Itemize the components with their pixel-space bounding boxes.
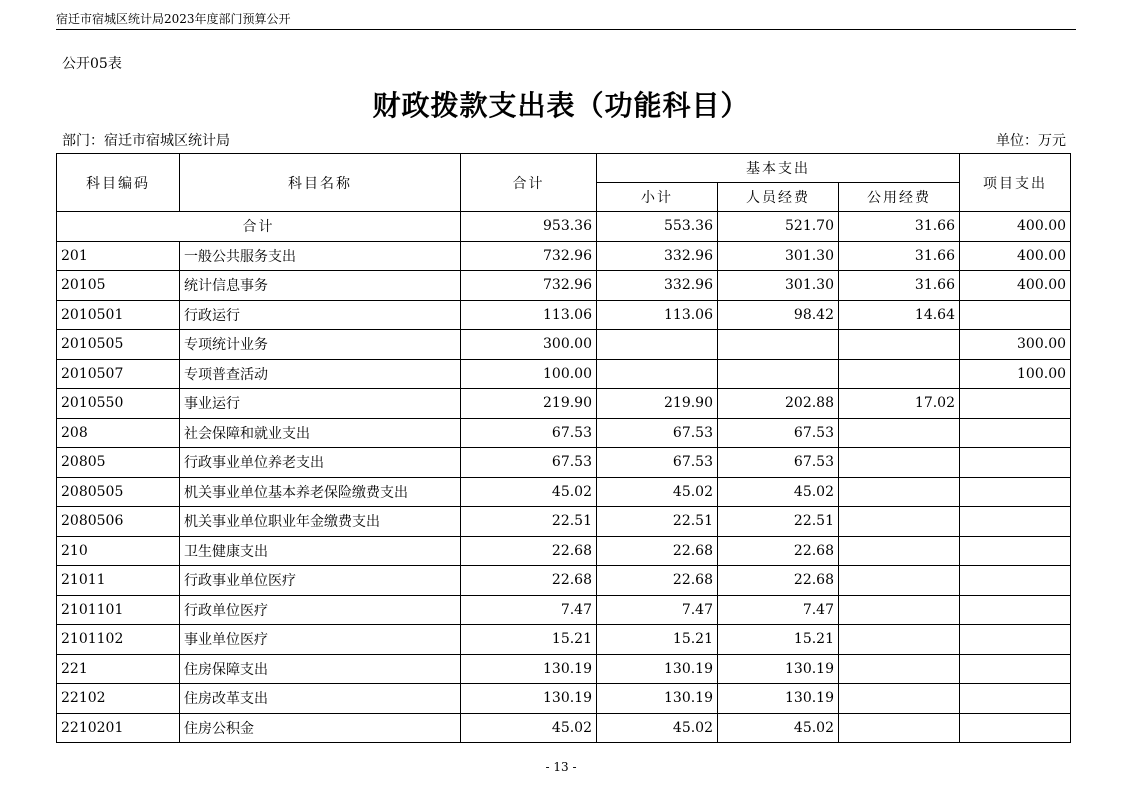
row-public — [839, 477, 960, 507]
row-total: 300.00 — [461, 330, 597, 360]
row-code: 2210201 — [57, 713, 180, 743]
row-project — [960, 595, 1071, 625]
row-personnel: 202.88 — [718, 389, 839, 419]
row-code: 221 — [57, 654, 180, 684]
row-code: 2101102 — [57, 625, 180, 655]
total-row-label: 合计 — [57, 212, 461, 242]
row-name: 卫生健康支出 — [180, 536, 461, 566]
row-public — [839, 654, 960, 684]
total-row-project: 400.00 — [960, 212, 1071, 242]
row-subtotal: 67.53 — [597, 448, 718, 478]
row-project — [960, 477, 1071, 507]
row-project — [960, 713, 1071, 743]
row-subtotal: 67.53 — [597, 418, 718, 448]
row-name: 事业运行 — [180, 389, 461, 419]
table-row — [57, 300, 1071, 330]
row-total: 732.96 — [461, 271, 597, 301]
row-subtotal: 219.90 — [597, 389, 718, 419]
row-personnel: 130.19 — [718, 684, 839, 714]
row-public — [839, 713, 960, 743]
row-public — [839, 359, 960, 389]
row-code: 2080506 — [57, 507, 180, 537]
row-code: 20805 — [57, 448, 180, 478]
table-row — [57, 713, 1071, 743]
row-subtotal: 130.19 — [597, 684, 718, 714]
row-personnel: 67.53 — [718, 418, 839, 448]
row-subtotal: 130.19 — [597, 654, 718, 684]
row-name: 机关事业单位职业年金缴费支出 — [180, 507, 461, 537]
row-subtotal: 22.68 — [597, 536, 718, 566]
row-public — [839, 330, 960, 360]
row-project — [960, 300, 1071, 330]
row-public: 31.66 — [839, 241, 960, 271]
row-name: 专项统计业务 — [180, 330, 461, 360]
row-personnel: 7.47 — [718, 595, 839, 625]
table-row — [57, 536, 1071, 566]
row-name: 一般公共服务支出 — [180, 241, 461, 271]
row-project — [960, 536, 1071, 566]
department-label: 部门：宿迁市宿城区统计局 — [62, 133, 230, 149]
row-total: 45.02 — [461, 713, 597, 743]
table-row — [57, 477, 1071, 507]
row-subtotal — [597, 330, 718, 360]
row-total: 45.02 — [461, 477, 597, 507]
table-row — [57, 684, 1071, 714]
row-name: 行政运行 — [180, 300, 461, 330]
row-name: 机关事业单位基本养老保险缴费支出 — [180, 477, 461, 507]
table-row — [57, 654, 1071, 684]
row-project — [960, 654, 1071, 684]
header-code: 科目编码 — [57, 154, 180, 212]
row-name: 事业单位医疗 — [180, 625, 461, 655]
table-row — [57, 595, 1071, 625]
total-row-personnel: 521.70 — [718, 212, 839, 242]
row-code: 2010505 — [57, 330, 180, 360]
row-project — [960, 418, 1071, 448]
row-public — [839, 625, 960, 655]
header-rule — [56, 29, 1076, 30]
row-total: 7.47 — [461, 595, 597, 625]
header-basic: 基本支出 — [597, 154, 960, 183]
header-personnel: 人员经费 — [718, 183, 839, 212]
row-name: 行政事业单位养老支出 — [180, 448, 461, 478]
table-row — [57, 241, 1071, 271]
row-total: 130.19 — [461, 654, 597, 684]
row-name: 专项普查活动 — [180, 359, 461, 389]
row-total: 113.06 — [461, 300, 597, 330]
table-row — [57, 566, 1071, 596]
row-total: 67.53 — [461, 418, 597, 448]
row-personnel: 45.02 — [718, 477, 839, 507]
row-name: 行政单位医疗 — [180, 595, 461, 625]
row-name: 行政事业单位医疗 — [180, 566, 461, 596]
row-public — [839, 507, 960, 537]
row-public — [839, 684, 960, 714]
table-row — [57, 389, 1071, 419]
row-personnel: 22.68 — [718, 536, 839, 566]
row-subtotal: 22.51 — [597, 507, 718, 537]
row-project — [960, 684, 1071, 714]
row-name: 住房改革支出 — [180, 684, 461, 714]
row-project: 100.00 — [960, 359, 1071, 389]
form-label: 公开05表 — [62, 56, 122, 72]
row-subtotal: 45.02 — [597, 477, 718, 507]
header-total: 合计 — [461, 154, 597, 212]
row-total: 22.68 — [461, 536, 597, 566]
row-personnel: 67.53 — [718, 448, 839, 478]
row-personnel: 45.02 — [718, 713, 839, 743]
row-personnel: 301.30 — [718, 241, 839, 271]
row-subtotal: 15.21 — [597, 625, 718, 655]
row-subtotal: 332.96 — [597, 271, 718, 301]
row-personnel: 22.51 — [718, 507, 839, 537]
table-row — [57, 330, 1071, 360]
header-public: 公用经费 — [839, 183, 960, 212]
row-public: 31.66 — [839, 271, 960, 301]
row-code: 22102 — [57, 684, 180, 714]
table-row — [57, 448, 1071, 478]
row-code: 2010501 — [57, 300, 180, 330]
row-total: 130.19 — [461, 684, 597, 714]
header-project: 项目支出 — [960, 154, 1071, 212]
row-code: 2080505 — [57, 477, 180, 507]
total-row — [57, 212, 1071, 242]
row-project — [960, 448, 1071, 478]
row-public: 14.64 — [839, 300, 960, 330]
running-header: 宿迁市宿城区统计局2023年度部门预算公开 — [56, 12, 291, 26]
row-code: 20105 — [57, 271, 180, 301]
header-subtotal: 小计 — [597, 183, 718, 212]
total-row-total: 953.36 — [461, 212, 597, 242]
row-total: 219.90 — [461, 389, 597, 419]
row-public — [839, 448, 960, 478]
row-code: 210 — [57, 536, 180, 566]
row-project: 400.00 — [960, 241, 1071, 271]
row-subtotal: 22.68 — [597, 566, 718, 596]
row-project: 400.00 — [960, 271, 1071, 301]
row-project — [960, 507, 1071, 537]
budget-table — [56, 153, 1071, 743]
row-total: 15.21 — [461, 625, 597, 655]
row-name: 住房保障支出 — [180, 654, 461, 684]
row-name: 统计信息事务 — [180, 271, 461, 301]
row-total: 732.96 — [461, 241, 597, 271]
unit-label: 单位：万元 — [996, 133, 1066, 149]
row-public — [839, 566, 960, 596]
row-public — [839, 595, 960, 625]
row-personnel — [718, 330, 839, 360]
row-code: 2101101 — [57, 595, 180, 625]
row-code: 2010507 — [57, 359, 180, 389]
table-row — [57, 625, 1071, 655]
row-total: 22.68 — [461, 566, 597, 596]
row-name: 住房公积金 — [180, 713, 461, 743]
row-personnel: 301.30 — [718, 271, 839, 301]
row-project — [960, 389, 1071, 419]
row-personnel — [718, 359, 839, 389]
row-subtotal: 7.47 — [597, 595, 718, 625]
row-name: 社会保障和就业支出 — [180, 418, 461, 448]
row-project — [960, 625, 1071, 655]
page-title: 财政拨款支出表（功能科目） — [372, 89, 750, 122]
row-project — [960, 566, 1071, 596]
row-total: 67.53 — [461, 448, 597, 478]
row-code: 201 — [57, 241, 180, 271]
row-subtotal — [597, 359, 718, 389]
row-total: 22.51 — [461, 507, 597, 537]
table-row — [57, 507, 1071, 537]
row-project: 300.00 — [960, 330, 1071, 360]
total-row-subtotal: 553.36 — [597, 212, 718, 242]
row-subtotal: 45.02 — [597, 713, 718, 743]
total-row-public: 31.66 — [839, 212, 960, 242]
row-personnel: 130.19 — [718, 654, 839, 684]
table-row — [57, 418, 1071, 448]
table-row — [57, 271, 1071, 301]
row-subtotal: 113.06 — [597, 300, 718, 330]
row-public: 17.02 — [839, 389, 960, 419]
row-code: 2010550 — [57, 389, 180, 419]
header-name: 科目名称 — [180, 154, 461, 212]
row-personnel: 22.68 — [718, 566, 839, 596]
row-personnel: 15.21 — [718, 625, 839, 655]
row-code: 21011 — [57, 566, 180, 596]
row-public — [839, 536, 960, 566]
row-personnel: 98.42 — [718, 300, 839, 330]
row-public — [839, 418, 960, 448]
row-total: 100.00 — [461, 359, 597, 389]
page-number: - 13 - — [545, 760, 577, 774]
row-code: 208 — [57, 418, 180, 448]
row-subtotal: 332.96 — [597, 241, 718, 271]
table-row — [57, 359, 1071, 389]
